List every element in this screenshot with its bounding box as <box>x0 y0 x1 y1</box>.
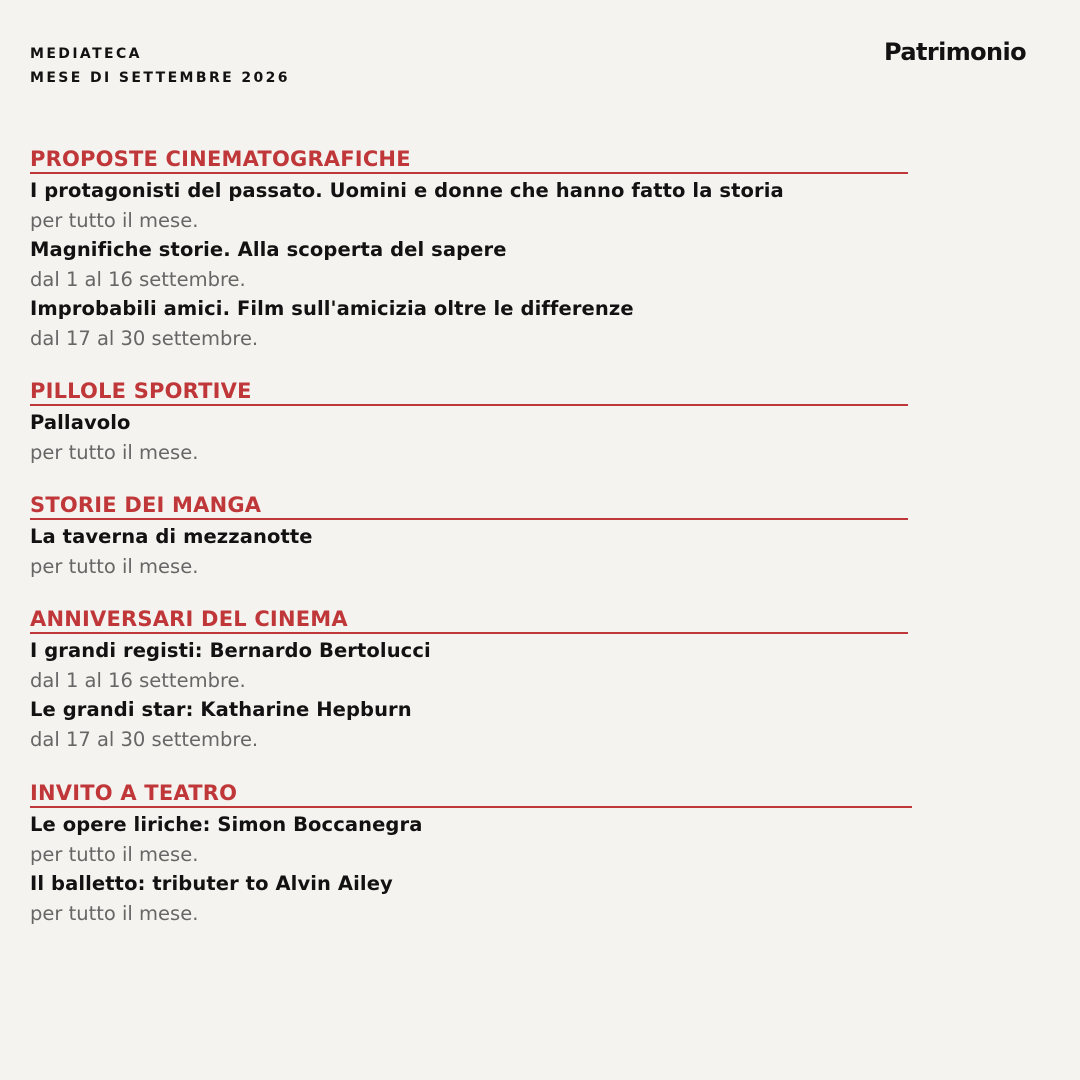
item-title: Improbabili amici. Film sull'amicizia oltre le differenze <box>30 297 634 320</box>
item-title: Le opere liriche: Simon Boccanegra <box>30 813 423 836</box>
item-period: per tutto il mese. <box>30 843 199 866</box>
section-invito-a-teatro <box>30 780 912 928</box>
section-storie-dei-manga <box>30 492 908 581</box>
section-title: PROPOSTE CINEMATOGRAFICHE <box>30 146 908 174</box>
section-title: STORIE DEI MANGA <box>30 492 908 520</box>
item-period: dal 1 al 16 settembre. <box>30 268 246 291</box>
item-period: dal 17 al 30 settembre. <box>30 327 259 350</box>
item-title: I protagonisti del passato. Uomini e donne che hanno fatto la storia <box>30 179 784 202</box>
brand-logo: Patrimonio <box>884 38 1026 66</box>
item-period: per tutto il mese. <box>30 555 199 578</box>
item-title: Il balletto: tributer to Alvin Ailey <box>30 872 393 895</box>
section-title: INVITO A TEATRO <box>30 780 912 808</box>
item-title: Le grandi star: Katharine Hepburn <box>30 698 412 721</box>
item-period: dal 1 al 16 settembre. <box>30 669 246 692</box>
section-title: PILLOLE SPORTIVE <box>30 378 908 406</box>
item-period: per tutto il mese. <box>30 441 199 464</box>
item-period: per tutto il mese. <box>30 209 199 232</box>
item-period: dal 17 al 30 settembre. <box>30 728 259 751</box>
section-proposte-cinematografiche <box>30 146 908 353</box>
header-month: MESE DI SETTEMBRE 2026 <box>30 70 290 86</box>
item-period: per tutto il mese. <box>30 902 199 925</box>
section-pillole-sportive <box>30 378 908 467</box>
section-title: ANNIVERSARI DEL CINEMA <box>30 606 908 634</box>
item-title: I grandi registi: Bernardo Bertolucci <box>30 639 431 662</box>
header-block <box>30 42 290 90</box>
section-anniversari-del-cinema <box>30 606 908 754</box>
item-title: La taverna di mezzanotte <box>30 525 313 548</box>
item-title: Magnifiche storie. Alla scoperta del sapere <box>30 238 507 261</box>
item-title: Pallavolo <box>30 411 131 434</box>
header-label: MEDIATECA <box>30 46 142 62</box>
